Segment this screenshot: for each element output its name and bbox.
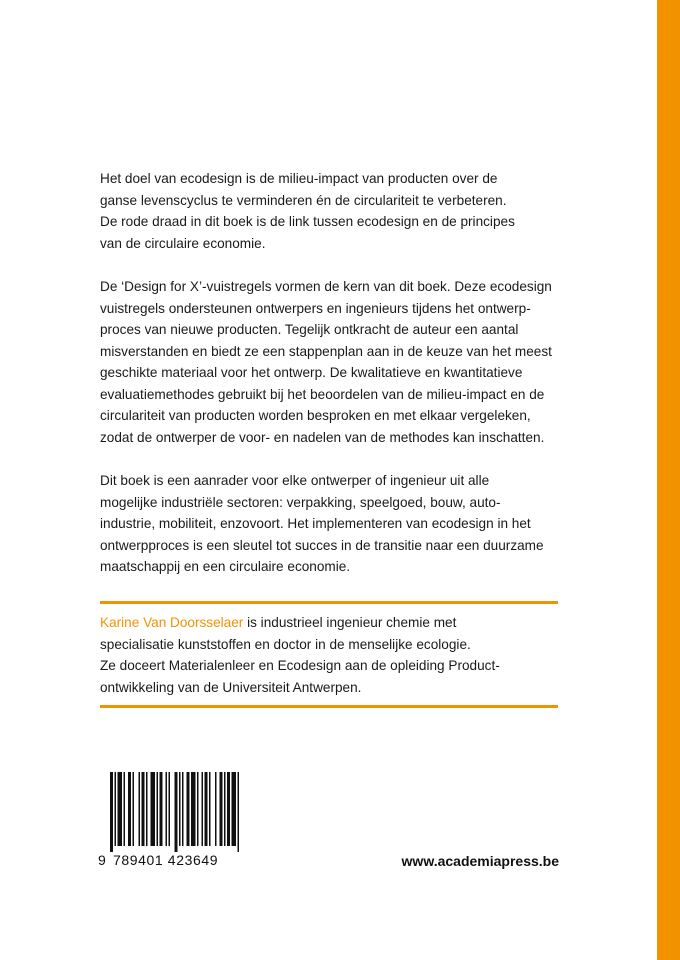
barcode-bar [133, 772, 135, 846]
divider-top [100, 601, 558, 604]
barcode-bar [187, 772, 190, 846]
barcode-bar [224, 772, 226, 846]
isbn-number [98, 852, 218, 868]
barcode-bar [128, 772, 131, 846]
barcode-bar [118, 772, 123, 846]
barcode-bar [124, 772, 126, 846]
barcode-bar [166, 772, 168, 846]
blurb-paragraph-3: Dit boek is een aanrader voor elke ontwerper of ingenieur uit alle mogelijke industriële sectoren: verpakking, speelgoed, bouw, auto- industrie, mobiliteit, enzovoort. Het implementeren van ecodesign in het ontwerpproces is een sleutel tot succes in de transitie naar een duurzame maatschappij en een circulaire economie. [100, 473, 544, 574]
barcode-bar [157, 772, 159, 846]
isbn-digits: 789401 423649 [113, 852, 219, 868]
barcode-bar [182, 772, 184, 846]
back-cover-blurb [100, 168, 560, 600]
barcode-bar [151, 772, 156, 846]
author-name: Karine Van Doorsselaer [100, 615, 244, 630]
isbn-lead-digit: 9 [98, 852, 107, 868]
blurb-paragraph-1: Het doel van ecodesign is de milieu-impact van producten over de ganse levenscyclus te verminderen én de circulariteit te verbeteren. De rode draad in dit boek is de link tussen ecodesign en de principes van de circulaire economie. [100, 171, 515, 251]
barcode-bar [202, 772, 204, 846]
author-bio [100, 612, 560, 698]
divider-bottom [100, 705, 558, 708]
barcode-bar [191, 772, 196, 846]
barcode-bar [115, 772, 117, 846]
barcode-bar [197, 772, 199, 846]
barcode-bar [215, 772, 217, 846]
barcode-bar [209, 772, 211, 846]
barcode-bar [175, 772, 178, 852]
barcode-bar [238, 772, 240, 852]
barcode-bar [146, 772, 148, 846]
barcode-bar [160, 772, 163, 846]
barcode-bar [142, 772, 145, 846]
barcode-image [96, 772, 254, 852]
blurb-paragraph-2: De ‘Design for X’-vuistregels vormen de kern van dit boek. Deze ecodesign vuistregels ondersteunen ontwerpers en ingenieurs tijdens het ontwerp- proces van nieuwe producten. Tegelijk ontkracht de auteur een aantal misverstanden en biedt ze een stappenplan aan in de keuze van het meest geschikte materiaal voor het ontwerp. De kwalitatieve en kwantitatieve evaluatiemethodes gebruikt bij het beoordelen van de milieu-impact en de circulariteit van producten worden besproken en met elkaar vergeleken, zodat de ontwerper de voor- en nadelen van de methodes kan inschatten. [100, 279, 552, 445]
isbn-barcode [96, 772, 256, 852]
orange-spine-bar [657, 0, 680, 960]
barcode-bar [179, 772, 181, 846]
barcode-bar [169, 772, 171, 846]
barcode-bar [227, 772, 230, 846]
barcode-bar [205, 772, 208, 846]
barcode-bar [139, 772, 141, 846]
barcode-bar [232, 772, 237, 846]
author-bio-text: is industrieel ingenieur chemie met specialisatie kunststoffen en doctor in de menselijke ecologie. Ze doceert Materialenleer en Ecodesign aan de opleiding Product- ontwikkeling van de Universiteit Antwerpen. [100, 615, 500, 695]
barcode-bar [220, 772, 223, 846]
barcode-bar [110, 772, 113, 852]
publisher-url: www.academiapress.be [401, 853, 559, 869]
